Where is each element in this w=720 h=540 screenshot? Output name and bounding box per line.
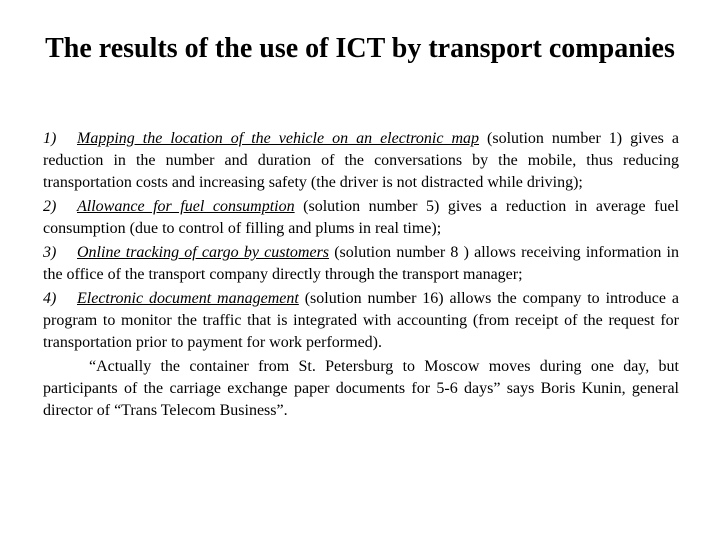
item-number: 1): [43, 130, 57, 147]
item-text: (solution number 1) gives a reduction in the number and duration of the conversations by the mobile, thus reducing transportation costs and increasing safety (the driver is not distracted while driving);: [43, 130, 680, 191]
item-text: (solution number 8 ) allows receiving information in the office of the transport company directly through the transport manager;: [43, 244, 680, 283]
item-topic: Mapping the location of the vehicle on an electronic map: [77, 130, 480, 147]
result-item-2: [43, 196, 679, 240]
item-topic: Allowance for fuel consumption: [77, 198, 295, 215]
item-text: (solution number 5) gives a reduction in average fuel consumption (due to control of filling and plums in real time);: [43, 198, 679, 237]
item-topic: Electronic document management: [77, 290, 299, 307]
quote-paragraph: “Actually the container from St. Petersburg to Moscow moves during one day, but participants of the carriage exchange paper documents for 5-6 days” says Boris Kunin, general director of “Trans Telecom Business”.: [43, 358, 679, 419]
item-number: 2): [43, 198, 57, 215]
item-topic: Online tracking of cargo by customers: [77, 244, 330, 261]
item-text: (solution number 16) allows the company to introduce a program to monitor the traffic that is integrated with accounting (from receipt of the request for transportation prior to payment for work performed).: [43, 290, 680, 351]
slide-title: The results of the use of ICT by transport companies: [45, 33, 675, 64]
item-number: 4): [43, 290, 57, 307]
slide-body: [43, 128, 679, 422]
result-item-4: [43, 288, 679, 354]
result-item-3: [43, 242, 679, 286]
item-number: 3): [43, 244, 57, 261]
result-item-1: [43, 128, 679, 194]
